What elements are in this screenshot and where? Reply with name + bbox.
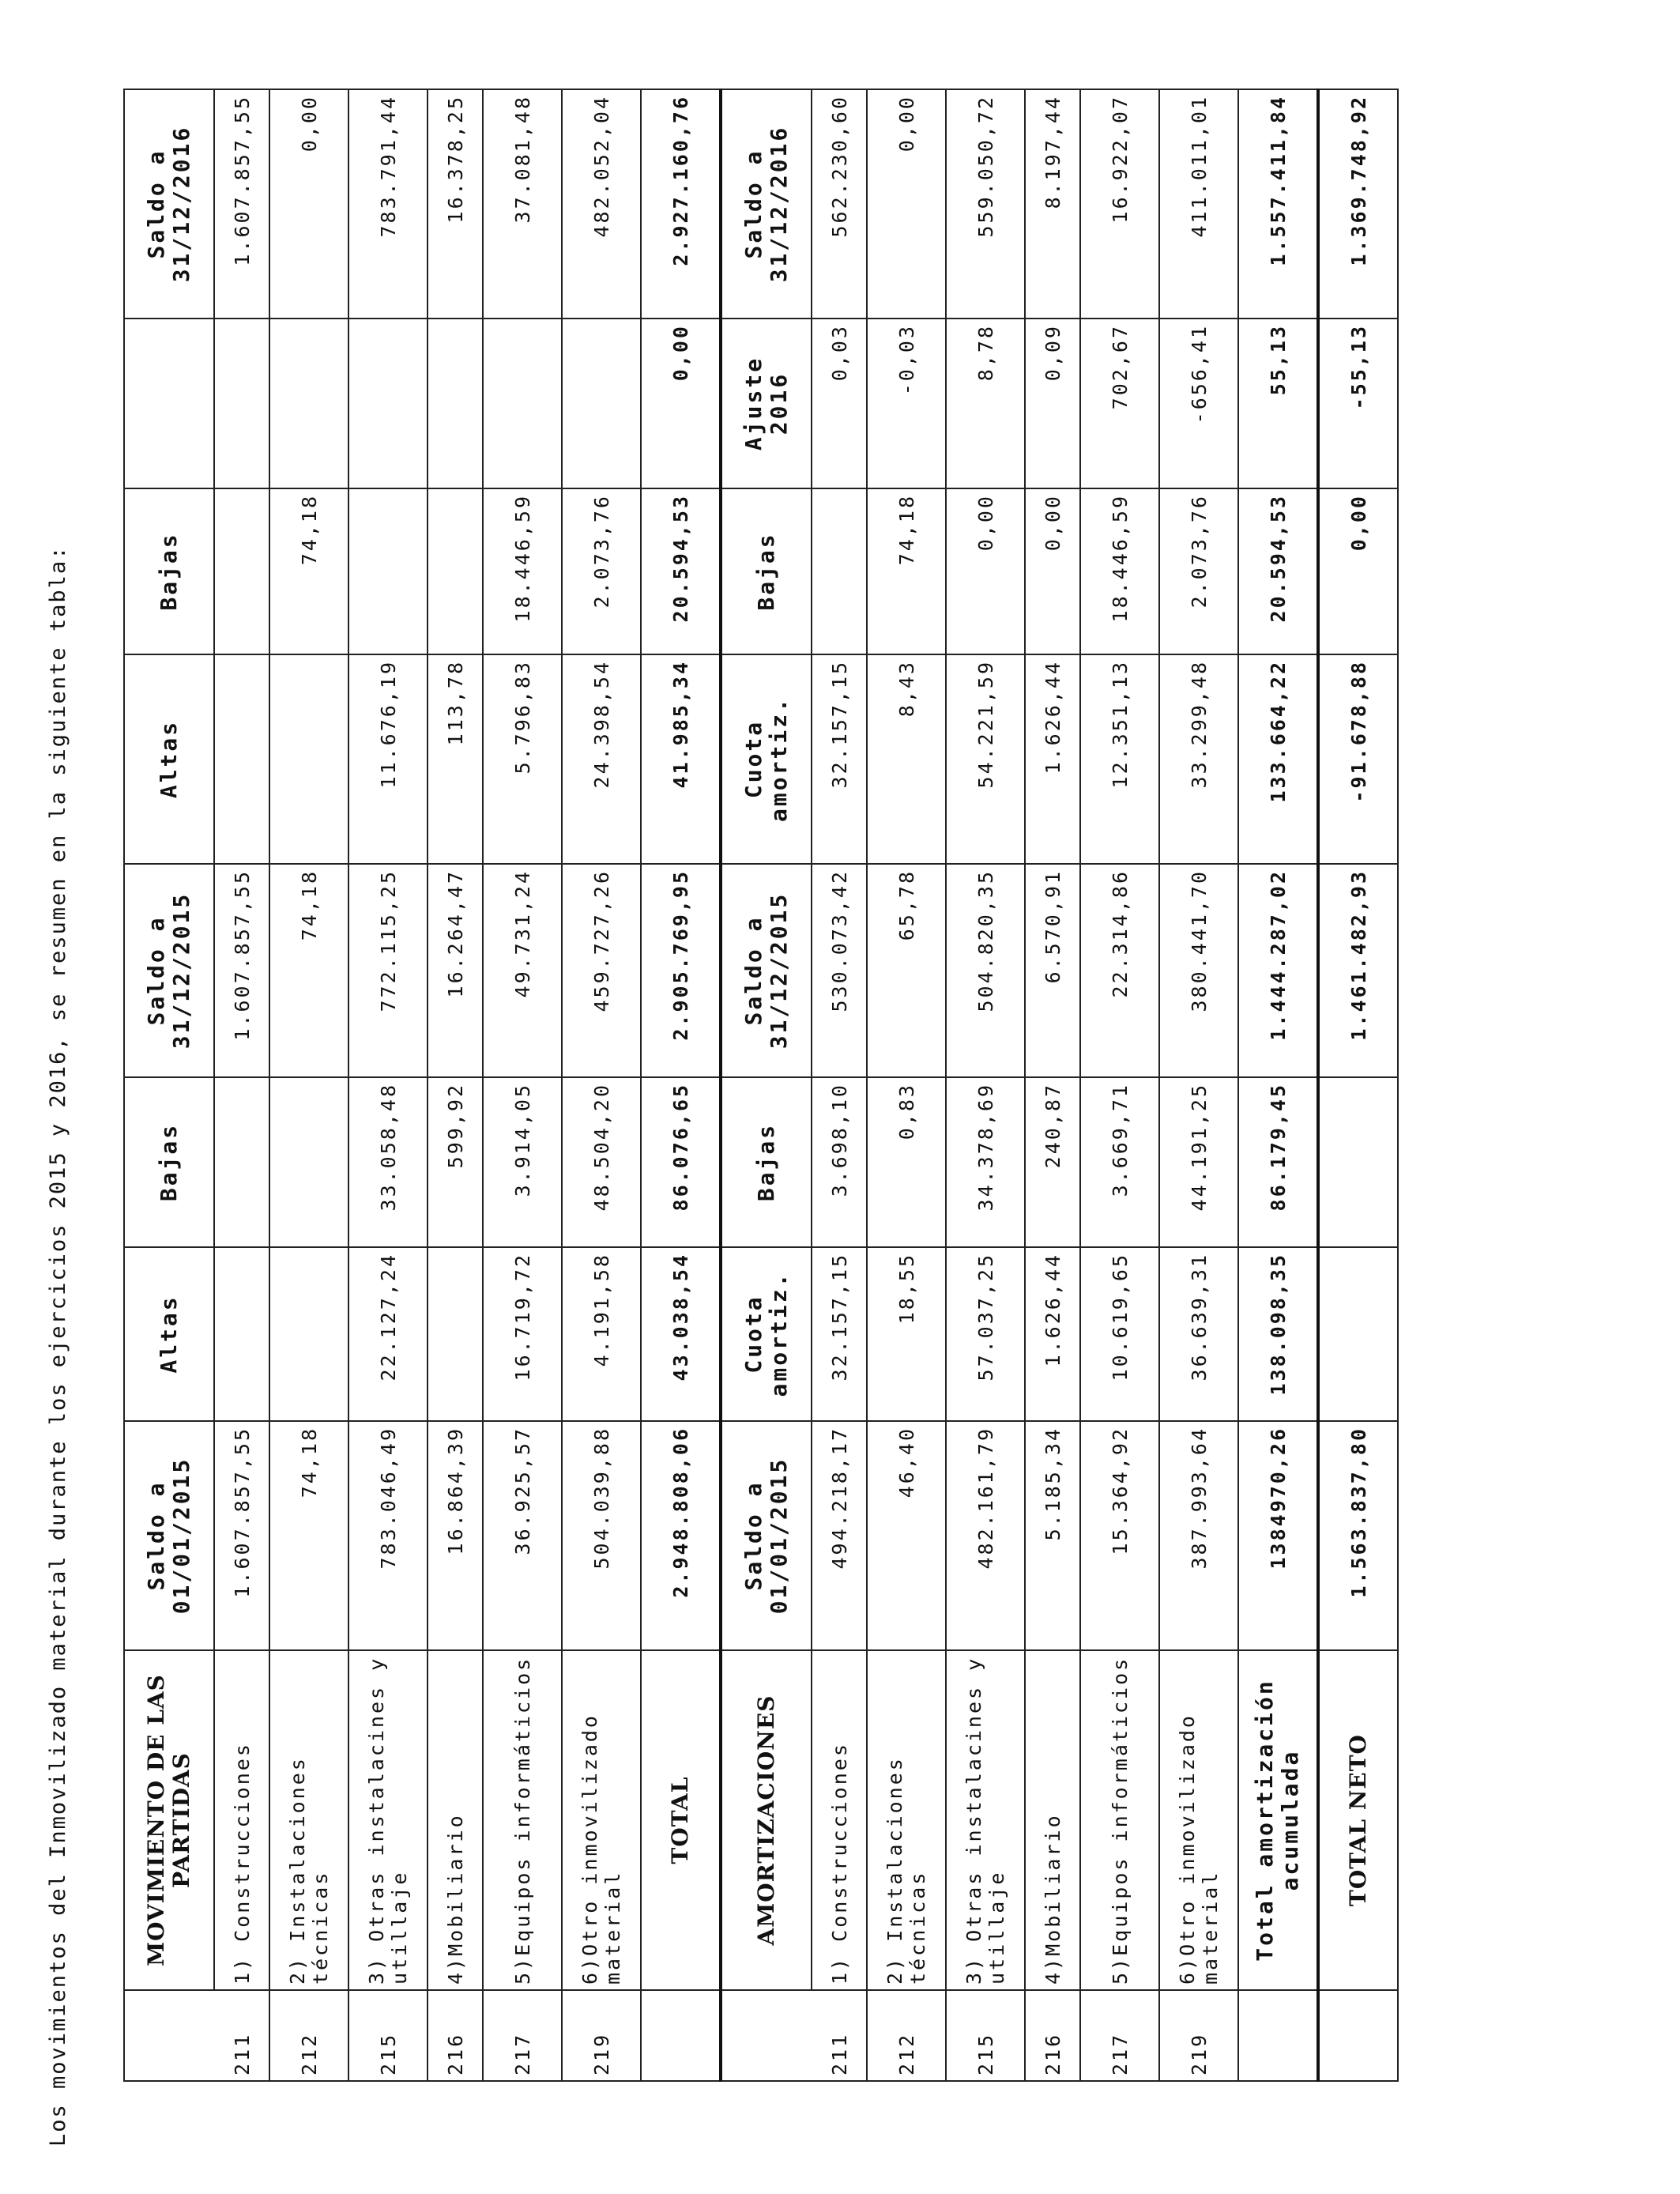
column-header: Altas: [124, 1247, 214, 1421]
asset-movements-table: [123, 89, 1399, 2082]
amount-cell: [562, 319, 641, 488]
column-header: Cuota amortiz.: [721, 654, 812, 864]
amount-cell: 1.607.857,55: [214, 1421, 269, 1650]
total-amount: 55,13: [1238, 319, 1318, 488]
column-header: Bajas: [721, 488, 812, 654]
amount-cell: 5.796,83: [483, 654, 562, 864]
column-header: Saldo a 31/12/2016: [124, 89, 214, 319]
table-row: [428, 89, 483, 2081]
amount-cell: [483, 319, 562, 488]
table-row: [867, 89, 946, 2081]
net-amount: 1.369.748,92: [1318, 89, 1398, 319]
amount-cell: 33.058,48: [348, 1077, 428, 1247]
amount-cell: [214, 1247, 269, 1421]
amount-cell: 783.046,49: [348, 1421, 428, 1650]
amount-cell: 113,78: [428, 654, 483, 864]
amount-cell: 22.127,24: [348, 1247, 428, 1421]
account-code: 217: [483, 1990, 562, 2081]
table-row: [1080, 89, 1159, 2081]
amount-cell: 16.719,72: [483, 1247, 562, 1421]
account-code: 219: [562, 1990, 641, 2081]
account-code: 212: [269, 1990, 348, 2081]
account-name: 4)Mobiliario: [1025, 1650, 1080, 1990]
amount-cell: 24.398,54: [562, 654, 641, 864]
amount-cell: 34.378,69: [946, 1077, 1025, 1247]
amount-cell: 1.607.857,55: [214, 864, 269, 1077]
amount-cell: 4.191,58: [562, 1247, 641, 1421]
amount-cell: 11.676,19: [348, 654, 428, 864]
account-code: 211: [214, 1990, 269, 2081]
amount-cell: 387.993,64: [1159, 1421, 1238, 1650]
column-header: Bajas: [721, 1077, 812, 1247]
account-code: 216: [428, 1990, 483, 2081]
account-name: 2) Instalaciones técnicas: [269, 1650, 348, 1990]
amount-cell: 0,83: [867, 1077, 946, 1247]
net-total-row: [1318, 89, 1398, 2081]
table-row: [483, 89, 562, 2081]
amount-cell: [348, 319, 428, 488]
gross-total-row: [641, 89, 721, 2081]
amount-cell: 599,92: [428, 1077, 483, 1247]
amount-cell: 702,67: [1080, 319, 1159, 488]
account-code: 212: [867, 1990, 946, 2081]
amount-cell: 504.820,35: [946, 864, 1025, 1077]
amount-cell: 15.364,92: [1080, 1421, 1159, 1650]
account-code: 217: [1080, 1990, 1159, 2081]
amount-cell: 65,78: [867, 864, 946, 1077]
amount-cell: 1.626,44: [1025, 654, 1080, 864]
amount-cell: 5.185,34: [1025, 1421, 1080, 1650]
table-row: [269, 89, 348, 2081]
amount-cell: 18.446,59: [1080, 488, 1159, 654]
amount-cell: 2.073,76: [1159, 488, 1238, 654]
amount-cell: 8,43: [867, 654, 946, 864]
account-code: 219: [1159, 1990, 1238, 2081]
amount-cell: [269, 319, 348, 488]
intro-text: Los movimientos del Inmovilizado material durante los ejercicios 2015 y 2016, se resumen en la siguiente tabla:: [46, 545, 70, 2147]
amount-cell: 0,03: [812, 319, 867, 488]
net-amount: [1318, 1247, 1398, 1421]
amount-cell: 1.607.857,55: [214, 89, 269, 319]
amount-cell: [428, 319, 483, 488]
total-amount: 0,00: [641, 319, 721, 488]
amount-cell: 46,40: [867, 1421, 946, 1650]
amount-cell: 8.197,44: [1025, 89, 1080, 319]
amount-cell: 18.446,59: [483, 488, 562, 654]
column-header: Altas: [124, 654, 214, 864]
account-name: 1) Construcciones: [812, 1650, 867, 1990]
total-amount: 41.985,34: [641, 654, 721, 864]
column-header: Saldo a 01/01/2015: [721, 1421, 812, 1650]
amount-cell: 482.161,79: [946, 1421, 1025, 1650]
account-code: 216: [1025, 1990, 1080, 2081]
account-name: 5)Equipos informáticios: [1080, 1650, 1159, 1990]
amount-cell: 12.351,13: [1080, 654, 1159, 864]
total-amount: 2.905.769,95: [641, 864, 721, 1077]
amount-cell: 33.299,48: [1159, 654, 1238, 864]
amount-cell: 74,18: [269, 488, 348, 654]
amount-cell: 0,00: [946, 488, 1025, 654]
table-row: [946, 89, 1025, 2081]
amount-cell: 74,18: [269, 1421, 348, 1650]
account-code: 215: [348, 1990, 428, 2081]
amount-cell: 380.441,70: [1159, 864, 1238, 1077]
total-amount: 2.948.808,06: [641, 1421, 721, 1650]
table-row: [1159, 89, 1238, 2081]
account-name: 2) Instalaciones técnicas: [867, 1650, 946, 1990]
amount-cell: 0,00: [867, 89, 946, 319]
total-amount: 43.038,54: [641, 1247, 721, 1421]
total-amount: 20.594,53: [1238, 488, 1318, 654]
blank-code: [1318, 1990, 1398, 2081]
account-code: 211: [812, 1990, 867, 2081]
amount-cell: 3.698,10: [812, 1077, 867, 1247]
blank-code: [1238, 1990, 1318, 2081]
amount-cell: [214, 1077, 269, 1247]
table-row: [214, 89, 269, 2081]
amount-cell: 562.230,60: [812, 89, 867, 319]
total-amount: 1.557.411,84: [1238, 89, 1318, 319]
net-amount: -91.678,88: [1318, 654, 1398, 864]
net-total-label: TOTAL NETO: [1318, 1650, 1398, 1990]
account-name: 5)Equipos informáticios: [483, 1650, 562, 1990]
total-amount: 133.664,22: [1238, 654, 1318, 864]
amount-cell: 74,18: [867, 488, 946, 654]
amount-cell: 772.115,25: [348, 864, 428, 1077]
amount-cell: 44.191,25: [1159, 1077, 1238, 1247]
account-name: 6)Otro inmovilizado material: [562, 1650, 641, 1990]
amount-cell: 494.218,17: [812, 1421, 867, 1650]
total-label: TOTAL: [641, 1650, 721, 1990]
amount-cell: -0,03: [867, 319, 946, 488]
amount-cell: 16.264,47: [428, 864, 483, 1077]
account-name: 4)Mobiliario: [428, 1650, 483, 1990]
column-header: Bajas: [124, 488, 214, 654]
amount-cell: 504.039,88: [562, 1421, 641, 1650]
amount-cell: 459.727,26: [562, 864, 641, 1077]
table-row: [1025, 89, 1080, 2081]
table-body: [124, 89, 1398, 2081]
column-header: Saldo a 31/12/2015: [721, 864, 812, 1077]
amount-cell: [214, 319, 269, 488]
amount-cell: [214, 488, 269, 654]
amount-cell: 530.073,42: [812, 864, 867, 1077]
total-amount: 1.444.287,02: [1238, 864, 1318, 1077]
amount-cell: [269, 1077, 348, 1247]
amount-cell: 3.669,71: [1080, 1077, 1159, 1247]
amount-cell: 57.037,25: [946, 1247, 1025, 1421]
net-amount: 1.461.482,93: [1318, 864, 1398, 1077]
amount-cell: 16.922,07: [1080, 89, 1159, 319]
amount-cell: 37.081,48: [483, 89, 562, 319]
account-name: 3) Otras instalacines y utillaje: [946, 1650, 1025, 1990]
total-amount: 86.179,45: [1238, 1077, 1318, 1247]
total-amount: 1384970,26: [1238, 1421, 1318, 1650]
amount-cell: [812, 488, 867, 654]
table-row: [348, 89, 428, 2081]
total-label: Total amortización acumulada: [1238, 1650, 1318, 1990]
amount-cell: 6.570,91: [1025, 864, 1080, 1077]
net-amount: -55,13: [1318, 319, 1398, 488]
account-name: 3) Otras instalacines y utillaje: [348, 1650, 428, 1990]
amount-cell: 54.221,59: [946, 654, 1025, 864]
amort-header-row: [721, 89, 812, 2081]
column-header: [124, 319, 214, 488]
amount-cell: 32.157,15: [812, 1247, 867, 1421]
column-header: AMORTIZACIONES: [721, 1650, 812, 1990]
amount-cell: 16.378,25: [428, 89, 483, 319]
account-code: 215: [946, 1990, 1025, 2081]
account-name: 6)Otro inmovilizado material: [1159, 1650, 1238, 1990]
column-header: Saldo a 01/01/2015: [124, 1421, 214, 1650]
amount-cell: 2.073,76: [562, 488, 641, 654]
amount-cell: 10.619,65: [1080, 1247, 1159, 1421]
amount-cell: 18,55: [867, 1247, 946, 1421]
net-amount: 1.563.837,80: [1318, 1421, 1398, 1650]
column-header: Saldo a 31/12/2016: [721, 89, 812, 319]
blank-code: [641, 1990, 721, 2081]
net-amount: 0,00: [1318, 488, 1398, 654]
table-row: [812, 89, 867, 2081]
amount-cell: -656,41: [1159, 319, 1238, 488]
amount-cell: 74,18: [269, 864, 348, 1077]
amount-cell: 36.925,57: [483, 1421, 562, 1650]
total-amount: 2.927.160,76: [641, 89, 721, 319]
amount-cell: 482.052,04: [562, 89, 641, 319]
amount-cell: 411.011,01: [1159, 89, 1238, 319]
amount-cell: 783.791,44: [348, 89, 428, 319]
amount-cell: 0,09: [1025, 319, 1080, 488]
amount-cell: [269, 654, 348, 864]
amount-cell: 0,00: [269, 89, 348, 319]
column-header: Ajuste 2016: [721, 319, 812, 488]
total-amount: 86.076,65: [641, 1077, 721, 1247]
amount-cell: 559.050,72: [946, 89, 1025, 319]
amount-cell: 0,00: [1025, 488, 1080, 654]
column-header: MOVIMIENTO DE LAS PARTIDAS: [124, 1650, 214, 1990]
amount-cell: 3.914,05: [483, 1077, 562, 1247]
total-amount: 20.594,53: [641, 488, 721, 654]
amount-cell: [214, 654, 269, 864]
amount-cell: 8,78: [946, 319, 1025, 488]
amount-cell: 22.314,86: [1080, 864, 1159, 1077]
blank-code-header: [124, 1990, 214, 2081]
amount-cell: 36.639,31: [1159, 1247, 1238, 1421]
amount-cell: 1.626,44: [1025, 1247, 1080, 1421]
amount-cell: [428, 1247, 483, 1421]
amount-cell: 240,87: [1025, 1077, 1080, 1247]
column-header: Bajas: [124, 1077, 214, 1247]
net-amount: [1318, 1077, 1398, 1247]
amount-cell: 32.157,15: [812, 654, 867, 864]
amount-cell: 49.731,24: [483, 864, 562, 1077]
gross-header-row: [124, 89, 214, 2081]
column-header: Saldo a 31/12/2015: [124, 864, 214, 1077]
amount-cell: [428, 488, 483, 654]
amount-cell: [269, 1247, 348, 1421]
total-amount: 138.098,35: [1238, 1247, 1318, 1421]
amount-cell: 16.864,39: [428, 1421, 483, 1650]
amount-cell: [348, 488, 428, 654]
table-row: [562, 89, 641, 2081]
column-header: Cuota amortiz.: [721, 1247, 812, 1421]
blank-code-header: [721, 1990, 812, 2081]
amort-total-row: [1238, 89, 1318, 2081]
amount-cell: 48.504,20: [562, 1077, 641, 1247]
account-name: 1) Construcciones: [214, 1650, 269, 1990]
